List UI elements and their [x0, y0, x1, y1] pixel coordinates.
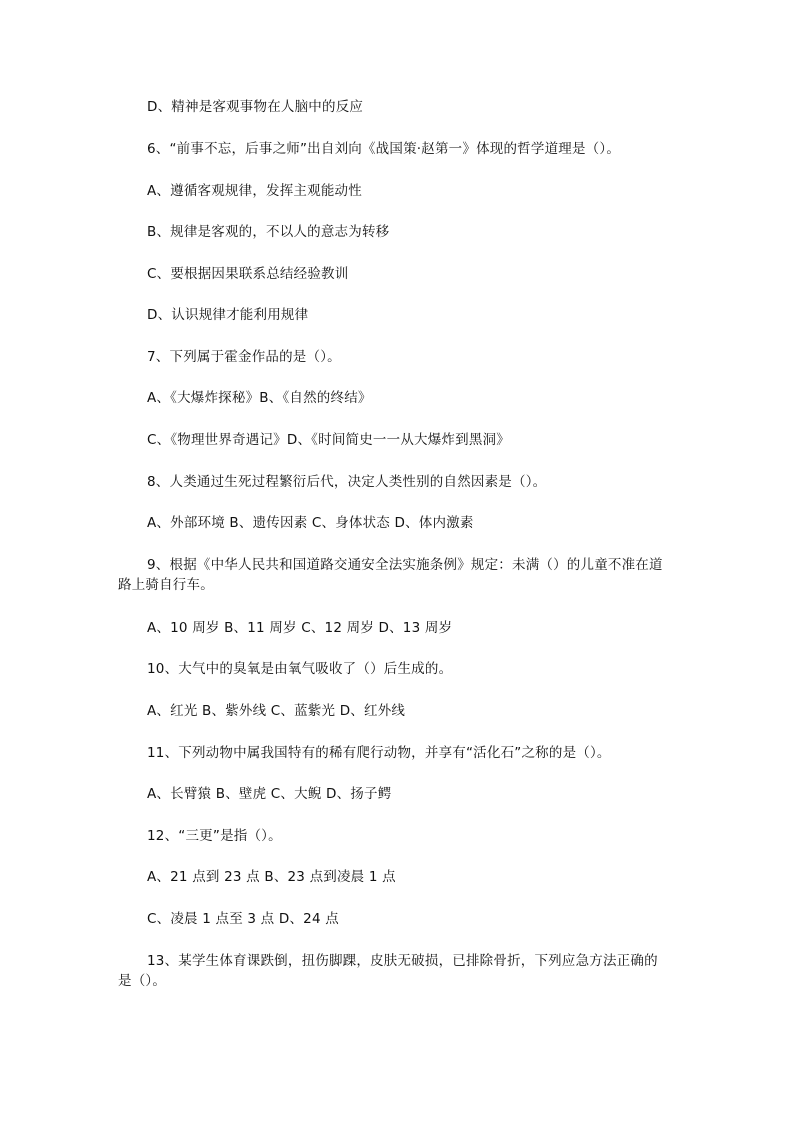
options-cd-q12: C、凌晨 1 点至 3 点 D、24 点: [147, 911, 339, 927]
question-11: 11、下列动物中属我国特有的稀有爬行动物，并享有“活化石”之称的是（）。: [147, 745, 611, 761]
option-b-q6: B、规律是客观的，不以人的意志为转移: [147, 224, 390, 240]
options-q9: A、10 周岁 B、11 周岁 C、12 周岁 D、13 周岁: [147, 620, 453, 636]
question-13: [118, 951, 669, 991]
question-13-line-1: 13、某学生体育课跌倒，扭伤脚踝，皮肤无破损，已排除骨折，下列应急方法正确的: [147, 953, 658, 969]
option-a-q6: A、遵循客观规律，发挥主观能动性: [147, 183, 362, 199]
option-d-q6: D、认识规律才能利用规律: [147, 307, 309, 323]
options-ab-q12: A、21 点到 23 点 B、23 点到凌晨 1 点: [147, 869, 396, 885]
question-13-line-2: 是（）。: [118, 973, 167, 989]
question-7: 7、下列属于霍金作品的是（）。: [147, 349, 341, 365]
options-q10: A、红光 B、紫外线 C、蓝紫光 D、红外线: [147, 703, 406, 719]
options-ab-q7: A、《大爆炸探秘》B、《自然的终结》: [147, 390, 372, 406]
question-9: [118, 555, 669, 595]
option-d-q5: D、精神是客观事物在人脑中的反应: [147, 99, 364, 115]
question-6: 6、“前事不忘，后事之师”出自刘向《战国策·赵第一》体现的哲学道理是（）。: [147, 141, 621, 157]
option-c-q6: C、要根据因果联系总结经验教训: [147, 266, 349, 282]
question-8: 8、人类通过生死过程繁衍后代，决定人类性别的自然因素是（）。: [147, 474, 547, 490]
options-q8: A、外部环境 B、遗传因素 C、身体状态 D、体内激素: [147, 515, 474, 531]
question-12: 12、“三更”是指（）。: [147, 828, 282, 844]
question-9-line-2: 路上骑自行车。: [118, 577, 214, 593]
question-9-line-1: 9、根据《中华人民共和国道路交通安全法实施条例》规定：未满（）的儿童不准在道: [147, 557, 663, 573]
options-cd-q7: C、《物理世界奇遇记》D、《时间简史一一从大爆炸到黑洞》: [147, 432, 510, 448]
question-10: 10、大气中的臭氧是由氧气吸收了（）后生成的。: [147, 661, 453, 677]
options-q11: A、长臂猿 B、壁虎 C、大鲵 D、扬子鳄: [147, 786, 392, 802]
